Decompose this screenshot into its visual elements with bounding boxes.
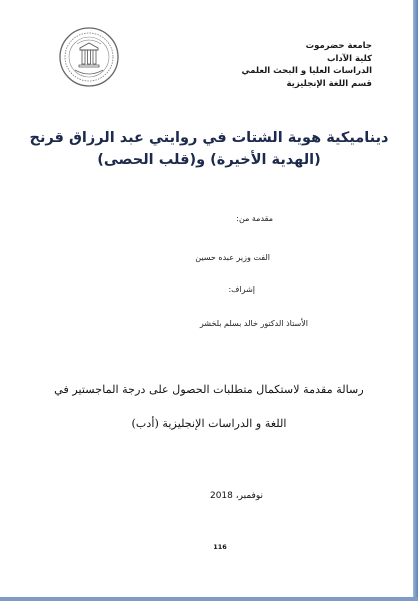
window-edge-right: [413, 0, 418, 601]
institution-header: [222, 40, 372, 90]
thesis-title-line-2: (الهدية الأخيرة) و(قلب الحصى): [97, 152, 321, 168]
author-name: الفت وزير عبده حسين: [195, 253, 270, 262]
college-name: كلية الآداب: [326, 53, 372, 64]
thesis-title: [14, 127, 404, 171]
statement-line-1: رسالة مقدمة لاستكمال متطلبات الحصول على درجة الماجستير في: [54, 383, 364, 396]
submission-date: نوفمبر، 2018: [209, 491, 263, 501]
window-edge-bottom: [0, 597, 418, 601]
statement-line-2: اللغة و الدراسات الإنجليزية (أدب): [131, 417, 287, 430]
graduate-studies-name: الدراسات العليا و البحث العلمي: [241, 66, 372, 76]
university-name: جامعة حضرموت: [305, 41, 372, 51]
university-seal-logo: [58, 24, 120, 90]
thesis-title-line-1: ديناميكية هوية الشتات في روايتي عبد الرزاق قرنح: [29, 130, 389, 146]
supervisor-name: الأستاذ الدكتور خالد بسلم بلخشر: [199, 319, 308, 328]
submitted-by-label: مقدمة من:: [236, 214, 273, 223]
supervision-label: إشراف:: [228, 285, 255, 294]
department-name: قسم اللغة الإنجليزية: [286, 78, 372, 89]
page-number: 116: [213, 543, 227, 551]
